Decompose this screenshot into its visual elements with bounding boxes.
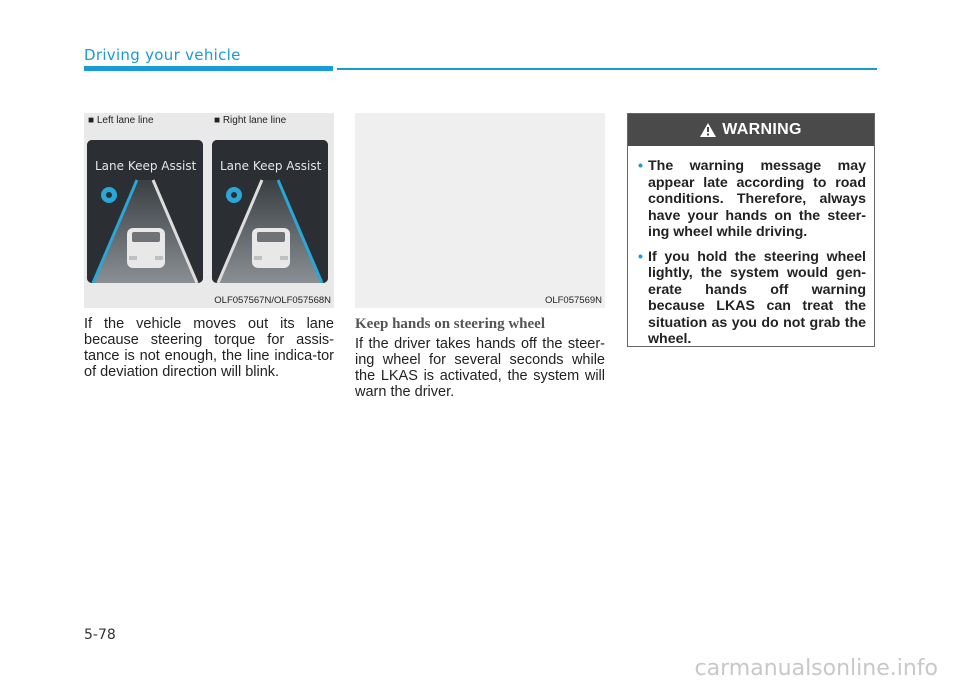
lane-indicator-figure [84,113,334,308]
paragraph-hands-off: If the driver takes hands off the steer-ing wheel for several seconds while the LKAS is activated, the system will warn the driver. [355,336,605,400]
warning-bullet: • The warning message may appear late according to road conditions. Therefore, always have your hands on the steer-ing wheel while driving. [638,158,866,240]
warning-bullet: • If you hold the steering wheel lightly, the system would gen-erate hands off warning because LKAS can treat the situation as you do not grab the wheel. [638,248,866,347]
page-number: 5-78 [84,627,116,643]
section-title: Driving your vehicle [84,46,241,64]
caption-right-lane-line: ■ Right lane line [214,115,287,126]
warning-triangle-icon [700,123,716,137]
caption-left-lane-line: ■ Left lane line [88,115,154,126]
warning-box [627,113,875,347]
warning-list [628,158,874,348]
warning-header [628,114,874,146]
header-rule-thick [84,66,333,71]
lka-panel-title: Lane Keep Assist [95,159,197,173]
lka-panel-left [87,140,203,283]
figure-code: OLF057567N/OLF057568N [214,295,331,306]
header-rule-thin [337,68,877,70]
warning-title: WARNING [722,121,802,138]
lka-panel-title: Lane Keep Assist [220,159,322,173]
paragraph-lane-deviation: If the vehicle moves out its lane because steering torque for assis-tance is not enough, the line indica-tor of deviation direction will blink. [84,316,334,380]
subheading-hands-on-wheel: Keep hands on steering wheel [355,316,546,332]
hands-off-figure [355,113,605,308]
figure-code: OLF057569N [544,295,602,306]
watermark: carmanualsonline.info [694,656,938,681]
lka-panel-right [212,140,328,283]
